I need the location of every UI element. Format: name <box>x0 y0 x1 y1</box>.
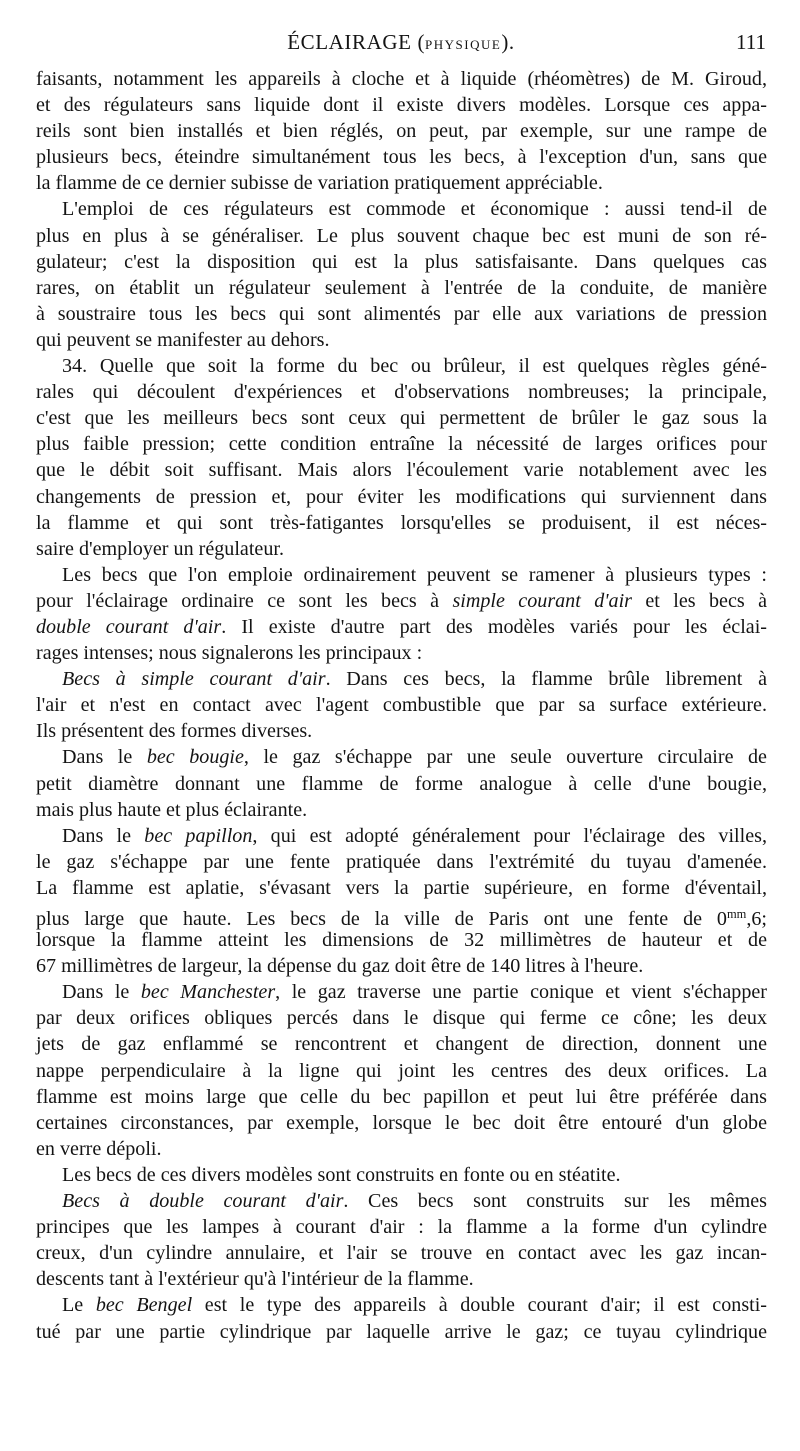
text-line: principes que les lampes à courant d'air : la flamme a la forme d'un cylindre <box>36 1216 767 1239</box>
text-line: saire d'employer un régulateur. <box>36 537 285 560</box>
text-line: plus faible pression; cette condition entraîne la nécessité de larges orifices pour <box>36 433 767 456</box>
italic-heading: Becs à double courant d'air <box>62 1190 344 1213</box>
text-line: plus large que haute. Les becs de la ville de Paris ont une fente de $0^{mm},6$; <box>36 907 767 930</box>
text-line: Becs à simple courant d'air. Dans ces becs, la flamme brûle librement à <box>62 668 768 691</box>
italic-term: simple courant d'air <box>452 589 632 612</box>
text-line: et des régulateurs sans liquide dont il existe divers modèles. Lorsque ces appa- <box>36 94 767 117</box>
text-line: que le débit soit suffisant. Mais alors l'écoulement varie notablement avec les <box>36 459 767 482</box>
text-line: plus en plus à se généraliser. Le plus souvent chaque bec est muni de son ré- <box>36 224 767 247</box>
text-line: plusieurs becs, éteindre simultanément tous les becs, à l'exception d'un, sans que <box>36 146 767 169</box>
body-text <box>36 66 767 1345</box>
running-title <box>36 30 766 55</box>
text-line: à soustraire tous les becs qui sont alimentés par elle aux variations de pression <box>36 302 767 325</box>
text-line: lorsque la flamme atteint les dimensions de 32 millimètres de hauteur et de <box>36 929 767 952</box>
running-title-main: ÉCLAIRAGE ( <box>287 30 426 54</box>
text-line: la flamme et qui sont très-fatigantes lorsqu'elles se produisent, il est néces- <box>36 511 767 534</box>
text-line: c'est que les meilleurs becs sont ceux qui permettent de brûler le gaz sous la <box>36 407 767 430</box>
text-line: tué par une partie cylindrique par laquelle arrive le gaz; ce tuyau cylindrique <box>36 1320 767 1343</box>
running-header <box>36 30 766 60</box>
text-line: Dans le bec papillon, qui est adopté généralement pour l'éclairage des villes, <box>62 824 767 847</box>
text-line: rages intenses; nous signalerons les principaux : <box>36 642 423 665</box>
italic-heading: Becs à simple courant d'air <box>62 668 326 691</box>
text-line: en verre dépoli. <box>36 1137 162 1160</box>
text-line: Dans le bec Manchester, le gaz traverse une partie conique et vient s'échapper <box>62 981 767 1004</box>
italic-term: bec papillon <box>144 824 253 847</box>
italic-term: double courant d'air <box>36 615 222 638</box>
text-line: Les becs que l'on emploie ordinairement peuvent se ramener à plusieurs types : <box>62 563 767 586</box>
text-line: petit diamètre donnant une flamme de forme analogue à celle d'une bougie, <box>36 772 767 795</box>
text-line: Dans le bec bougie, le gaz s'échappe par une seule ouverture circulaire de <box>62 746 767 769</box>
text-line: Les becs de ces divers modèles sont construits en fonte ou en stéatite. <box>62 1163 621 1186</box>
text-line: descents tant à l'extérieur qu'à l'intérieur de la flamme. <box>36 1268 474 1291</box>
text-line: nappe perpendiculaire à la ligne qui joint les centres des deux orifices. La <box>36 1059 767 1082</box>
text-line: qui peuvent se manifester au dehors. <box>36 328 330 351</box>
text-line: 34. Quelle que soit la forme du bec ou brûleur, il est quelques règles géné- <box>62 355 767 378</box>
text-line: mais plus haute et plus éclairante. <box>36 798 308 821</box>
page-number: 111 <box>736 30 766 54</box>
text-line: 67 millimètres de largeur, la dépense du gaz doit être de 140 litres à l'heure. <box>36 955 644 978</box>
text-line: jets de gaz enflammé se rencontrent et changent de direction, donnent une <box>36 1033 767 1056</box>
text-line: par deux orifices obliques percés dans le disque qui ferme ce cône; les deux <box>36 1007 767 1030</box>
text-line: pour l'éclairage ordinaire ce sont les becs à simple courant d'air et les becs à <box>36 589 767 612</box>
text-line: gulateur; c'est la disposition qui est la plus satisfaisante. Dans quelques cas <box>36 250 767 273</box>
text-line: certaines circonstances, par exemple, lorsque le bec doit être entouré d'un globe <box>36 1111 767 1134</box>
text-line: Ils présentent des formes diverses. <box>36 720 313 743</box>
text-line: le gaz s'échappe par une fente pratiquée dans l'extrémité du tuyau d'amenée. <box>36 850 767 873</box>
text-line: La flamme est aplatie, s'évasant vers la partie supérieure, en forme d'éventail, <box>36 876 767 899</box>
text-line: Le bec Bengel est le type des appareils à double courant d'air; il est consti- <box>62 1294 767 1317</box>
running-title-end: ). <box>501 30 515 54</box>
italic-term: bec Bengel <box>95 1294 193 1317</box>
text-line: reils sont bien installés et bien réglés, on peut, par exemple, sur une rampe de <box>36 120 767 143</box>
italic-term: bec bougie <box>146 746 244 769</box>
text-line: double courant d'air. Il existe d'autre part des modèles variés pour les éclai- <box>36 615 767 638</box>
text-line: flamme est moins large que celle du bec papillon et peut lui être préférée dans <box>36 1085 767 1108</box>
text-line: rales qui découlent d'expériences et d'observations nombreuses; la principale, <box>36 381 767 404</box>
text-line: faisants, notamment les appareils à cloche et à liquide (rhéomètres) de M. Giroud, <box>36 68 767 90</box>
text-line: Becs à double courant d'air. Ces becs sont construits sur les mêmes <box>62 1190 767 1213</box>
text-line: rares, on établit un régulateur seulement à l'entrée de la conduite, de manière <box>36 276 767 299</box>
text-line: l'air et n'est en contact avec l'agent combustible que par sa surface extérieure. <box>36 694 767 717</box>
text-line: creux, d'un cylindre annulaire, et l'air se trouve en contact avec les gaz incan- <box>36 1242 767 1265</box>
text-line: changements de pression et, pour éviter les modifications qui surviennent dans <box>36 485 767 508</box>
text-line: la flamme de ce dernier subisse de variation pratiquement appréciable. <box>36 172 603 195</box>
text-line: L'emploi de ces régulateurs est commode et économique : aussi tend-il de <box>62 198 767 221</box>
italic-term: bec Manchester <box>140 981 276 1004</box>
unit-superscript: mm <box>726 907 747 921</box>
running-title-subject: PHYSIQUE <box>425 37 502 52</box>
